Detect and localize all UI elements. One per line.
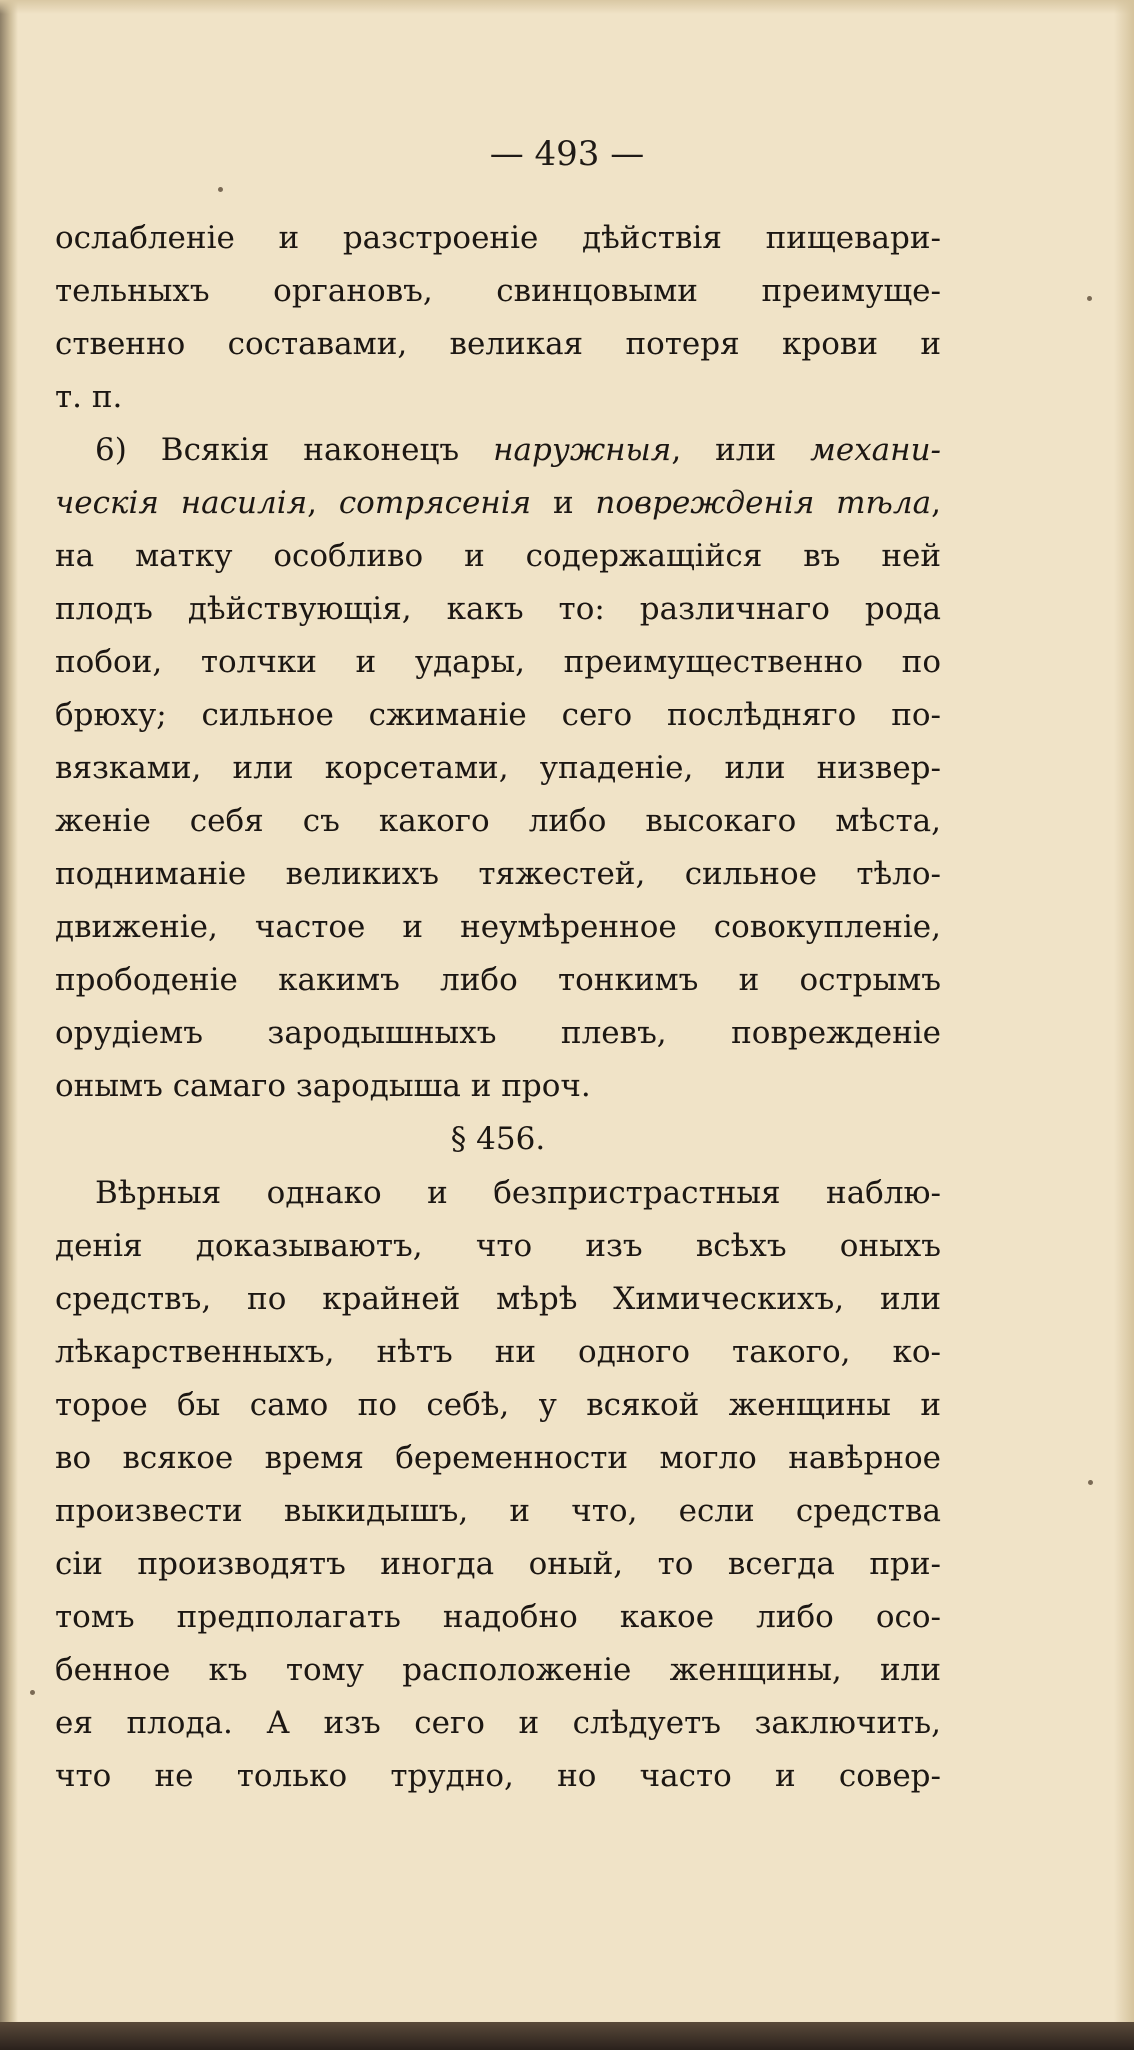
text-line: во всякое время беременности могло навѣрное (55, 1440, 941, 1476)
italic-term: наружныя (493, 432, 672, 468)
text-line: средствъ, по крайней мѣрѣ Химическихъ, или (55, 1281, 941, 1317)
text-line: побои, толчки и удары, преимущественно по (55, 644, 941, 680)
text-line: брюху; сильное сжиманіе сего послѣдняго по- (55, 697, 941, 733)
text-line: ея плода. А изъ сего и слѣдуетъ заключить, (55, 1705, 941, 1741)
text-line: бенное къ тому расположеніе женщины, или (55, 1652, 941, 1688)
body-text (55, 212, 941, 1803)
paper-speck (1088, 1480, 1093, 1485)
page-bottom-edge (0, 2022, 1134, 2050)
page-top-edge-shadow (0, 0, 1134, 14)
text-line: тельныхъ органовъ, свинцовыми преимуще- (55, 273, 941, 309)
italic-term: механи- (810, 432, 942, 468)
text-run: , (931, 485, 941, 521)
text-line: орудіемъ зародышныхъ плевъ, поврежденіе (55, 1015, 941, 1051)
text-line: что не только трудно, но часто и совер- (55, 1758, 941, 1794)
text-line: торое бы само по себѣ, у всякой женщины и (55, 1387, 941, 1423)
text-line: произвести выкидышъ, и что, если средства (55, 1493, 941, 1529)
text-run: и (531, 485, 596, 521)
italic-term: ческія насилія (55, 485, 308, 521)
text-run: 6) Всякія наконецъ (95, 432, 494, 468)
text-line: Вѣрныя однако и безпристрастныя наблю- (95, 1175, 941, 1211)
text-line: прободеніе какимъ либо тонкимъ и острымъ (55, 962, 941, 998)
paper-speck (218, 187, 223, 192)
page-left-edge-shadow (0, 0, 18, 2050)
text-line: томъ предполагать надобно какое либо осо- (55, 1599, 941, 1635)
text-line: т. п. (55, 379, 123, 415)
text-run: , (307, 485, 339, 521)
text-line: вязками, или корсетами, упаденіе, или низвер- (55, 750, 941, 786)
text-line: сіи производятъ иногда оный, то всегда при- (55, 1546, 941, 1582)
text-line: плодъ дѣйствующія, какъ то: различнаго рода (55, 591, 941, 627)
text-line: ственно составами, великая потеря крови и (55, 326, 941, 362)
italic-term: сотрясенія (338, 485, 532, 521)
text-line: подниманіе великихъ тяжестей, сильное тѣло- (55, 856, 941, 892)
paper-speck (30, 1690, 35, 1695)
text-line: движеніе, частое и неумѣренное совокупленіе, (55, 909, 941, 945)
italic-term: поврежденія тѣла (595, 485, 932, 521)
text-line (55, 424, 941, 477)
text-line: женіе себя съ какого либо высокаго мѣста, (55, 803, 941, 839)
paper-speck (1087, 296, 1092, 301)
text-line: на матку особливо и содержащійся въ ней (55, 538, 941, 574)
text-line (55, 477, 941, 530)
page-right-edge-shadow (1114, 0, 1134, 2050)
text-run: , или (671, 432, 811, 468)
text-line: денія доказываютъ, что изъ всѣхъ оныхъ (55, 1228, 941, 1264)
text-line: онымъ самаго зародыша и проч. (55, 1068, 591, 1104)
text-line: лѣкарственныхъ, нѣтъ ни одного такого, ко- (55, 1334, 941, 1370)
text-line: ослабленіе и разстроеніе дѣйствія пищевари- (55, 220, 941, 256)
page-number: — 493 — (489, 134, 645, 174)
section-heading: § 456. (450, 1121, 546, 1157)
